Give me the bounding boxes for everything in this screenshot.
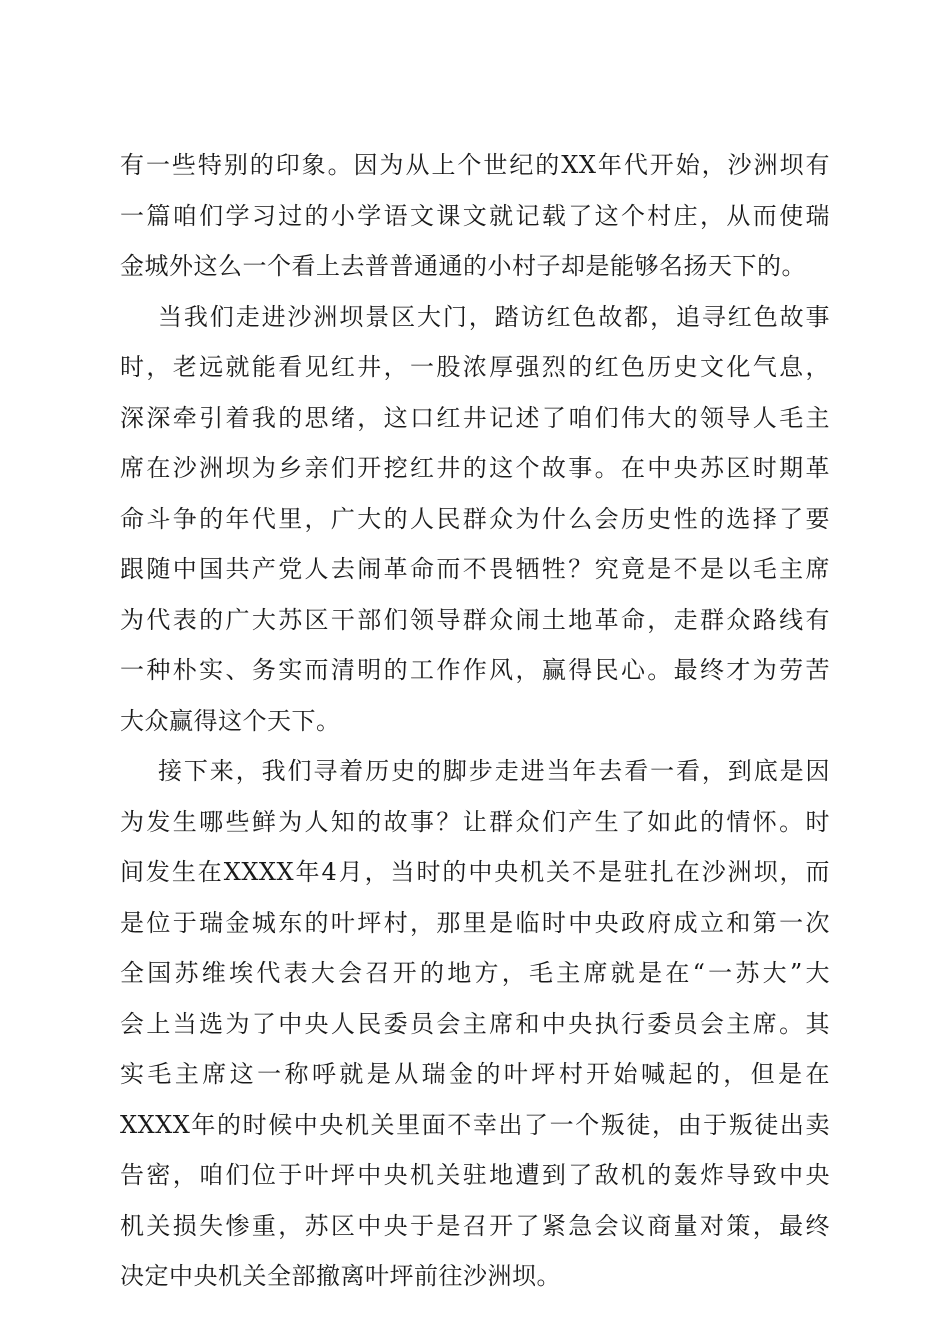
text-line: 决定中央机关全部撤离叶坪前往沙洲坝。 bbox=[120, 1262, 561, 1290]
text-line: 命斗争的年代里，广大的人民群众为什么会历史性的选择了要 bbox=[120, 504, 830, 533]
text-line: 当我们走进沙洲坝景区大门，踏访红色故都，追寻红色故事 bbox=[158, 302, 830, 331]
text-line: 机关损失惨重，苏区中央于是召开了紧急会议商量对策，最终 bbox=[120, 1211, 830, 1240]
text-line: 是位于瑞金城东的叶坪村，那里是临时中央政府成立和第一次 bbox=[120, 908, 830, 937]
document-body bbox=[120, 140, 830, 1302]
text-line: 有一些特别的印象。因为从上个世纪的XX年代开始，沙洲坝有 bbox=[120, 151, 830, 179]
text-line: 为代表的广大苏区干部们领导群众闹土地革命，走群众路线有 bbox=[120, 605, 830, 634]
text-line: 一篇咱们学习过的小学语文课文就记载了这个村庄，从而使瑞 bbox=[120, 201, 830, 230]
text-line: 金城外这么一个看上去普普通通的小村子却是能够名扬天下的。 bbox=[120, 252, 806, 280]
paragraph-3 bbox=[120, 746, 830, 1302]
paragraph-1 bbox=[120, 140, 830, 292]
text-line: 全国苏维埃代表大会召开的地方，毛主席就是在“一苏大”大 bbox=[120, 959, 830, 987]
text-line: 跟随中国共产党人去闹革命而不畏牺牲？究竟是不是以毛主席 bbox=[120, 555, 830, 583]
text-line: 会上当选为了中央人民委员会主席和中央执行委员会主席。其 bbox=[120, 1009, 830, 1038]
text-line: 一种朴实、务实而清明的工作作风，赢得民心。最终才为劳苦 bbox=[120, 656, 830, 684]
paragraph-2 bbox=[120, 292, 830, 747]
text-line: 告密，咱们位于叶坪中央机关驻地遭到了敌机的轰炸导致中央 bbox=[120, 1161, 830, 1189]
text-line: 时，老远就能看见红井，一股浓厚强烈的红色历史文化气息， bbox=[120, 353, 830, 381]
text-line: 大众赢得这个天下。 bbox=[120, 706, 341, 735]
text-line: 间发生在XXXX年4月，当时的中央机关不是驻扎在沙洲坝，而 bbox=[120, 858, 830, 886]
text-line: 深深牵引着我的思绪，这口红井记述了咱们伟大的领导人毛主 bbox=[120, 403, 830, 432]
text-line: 为发生哪些鲜为人知的故事？让群众们产生了如此的情怀。时 bbox=[120, 807, 830, 836]
text-line: 实毛主席这一称呼就是从瑞金的叶坪村开始喊起的，但是在 bbox=[120, 1060, 830, 1088]
text-line: XXXX年的时候中央机关里面不幸出了一个叛徒，由于叛徒出卖 bbox=[120, 1110, 830, 1139]
text-line: 席在沙洲坝为乡亲们开挖红井的这个故事。在中央苏区时期革 bbox=[120, 454, 830, 482]
text-line: 接下来，我们寻着历史的脚步走进当年去看一看，到底是因 bbox=[158, 757, 830, 785]
